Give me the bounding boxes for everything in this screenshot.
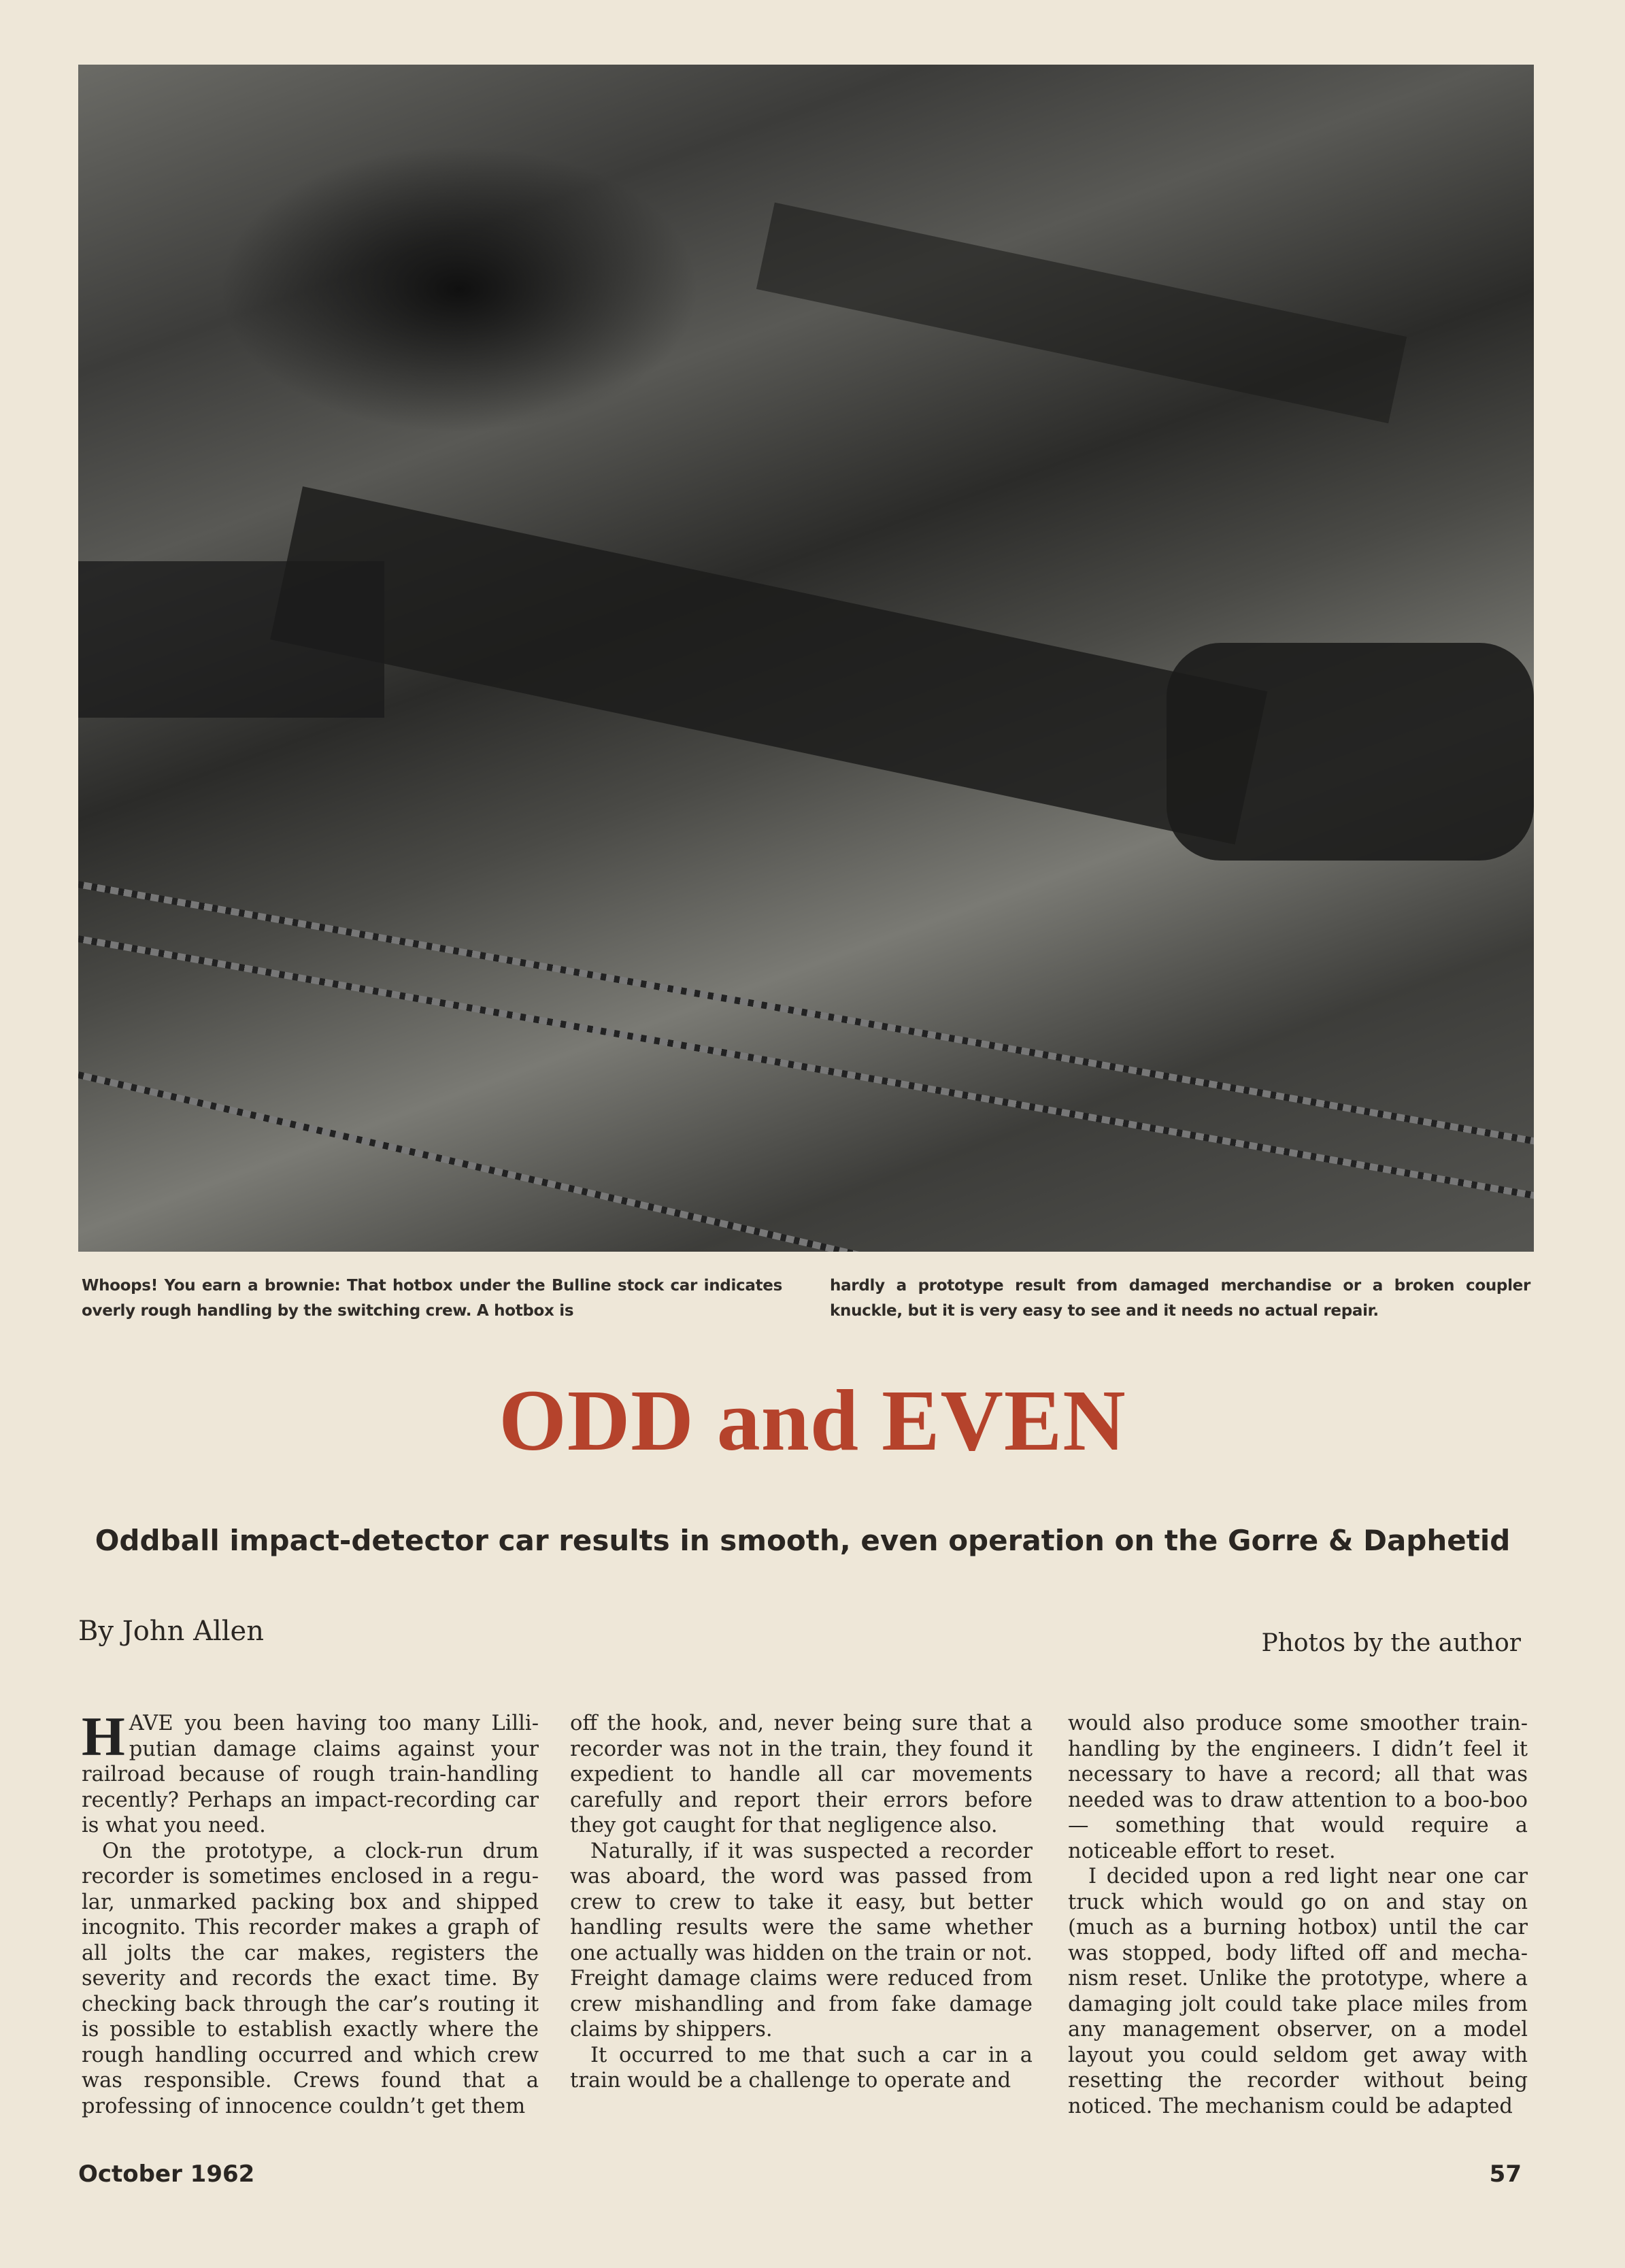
photo-credit: Photos by the author bbox=[1261, 1629, 1521, 1657]
paragraph: It occurred to me that such a car in a train would be a challenge to operate and bbox=[570, 2043, 1033, 2092]
model-railroad-photo bbox=[78, 65, 1534, 1252]
paragraph: I decided upon a red light near one car truck which would go on and stay on (much as a burning hotbox) until the car was stopped, body lifted off and mechanism reset. Unlike the prototype, where a damaging jolt could take place miles from any management observer, on a model layout you could seldom get away with resetting the recorder without being noticed. The mechanism could be adapted bbox=[1068, 1865, 1528, 2118]
drop-cap: H bbox=[82, 1705, 125, 1767]
photo-caption-left: Whoops! You earn a brownie: That hotbox under the Bulline stock car indicates overly rough handling by the switching crew. A hotbox is bbox=[82, 1277, 782, 1320]
body-column-3 bbox=[1068, 1711, 1528, 2119]
body-column-2 bbox=[570, 1711, 1033, 2094]
photo-caption-right: hardly a prototype result from damaged merchandise or a broken coupler knuckle, but it is very easy to see and it needs no actual repair. bbox=[830, 1277, 1530, 1320]
paragraph: Naturally, if it was suspected a recorder was aboard, the word was passed from crew to crew to take it easy, but better handling results were the same whether one actually was hidden on the train or not. Freight damage claims were reduced from crew mishandling and from fake damage claims by shippers. bbox=[570, 1839, 1033, 2041]
article-subtitle: Oddball impact-detector car results in smooth, even operation on the Gorre & Daphetid bbox=[95, 1524, 1511, 1557]
paragraph: On the prototype, a clock-run drum recorder is sometimes enclosed in a regular, unmarked packing box and shipped incognito. This recorder makes a graph of all jolts the car makes, registers the severity and records the exact time. By checking back through the car’s routing it is possible to establish exactly where the rough handling occurred and which crew was responsible. Crews found that a professing of innocence couldn’t get them bbox=[82, 1839, 539, 2118]
paragraph: would also produce some smoother train-handling by the engineers. I didn’t feel it necessary to have a record; all that was needed was to draw attention to a boo-boo — something that would require a noticeable effort to reset. bbox=[1068, 1712, 1528, 1863]
byline: By John Allen bbox=[78, 1616, 264, 1647]
article-title: ODD and EVEN bbox=[499, 1372, 1126, 1469]
paragraph: HAVE you been having too many Lilliputian damage claims against your railroad because of rough train-handling recently? Perhaps an impact-recording car is what you need. bbox=[82, 1705, 539, 1837]
page-number: 57 bbox=[1489, 2161, 1522, 2188]
issue-date: October 1962 bbox=[78, 2161, 255, 2188]
paragraph: off the hook, and, never being sure that a recorder was not in the train, they found it expedient to handle all car movements carefully and report their errors before they got caught for that negligence also. bbox=[570, 1712, 1033, 1837]
body-column-1 bbox=[82, 1705, 539, 2119]
